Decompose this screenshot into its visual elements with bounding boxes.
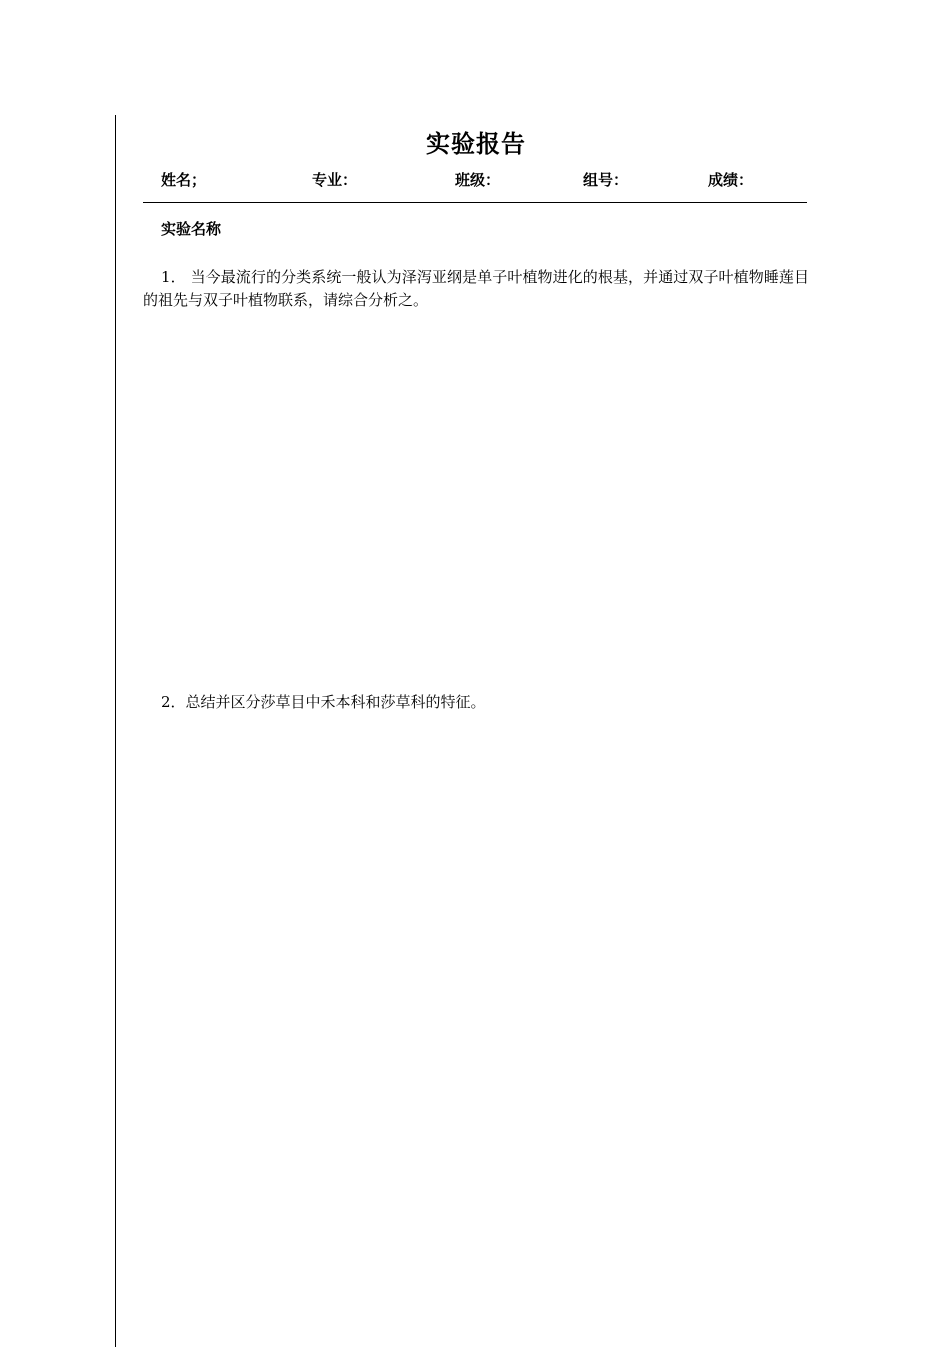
major-field-label: 专业： [312,171,358,189]
class-field-label: 班级： [455,171,501,189]
question-2: 2．总结并区分莎草目中禾本科和莎草科的特征。 [161,693,486,711]
name-field-label: 姓名； [161,171,207,189]
score-field-label: 成绩： [708,171,754,189]
header-divider [143,202,807,203]
report-title: 实验报告 [426,130,526,158]
group-field-label: 组号： [583,171,629,189]
binding-margin-line [115,115,116,1347]
question-1: 1． 当今最流行的分类系统一般认为泽泻亚纲是单子叶植物进化的根基，并通过双子叶植物睡莲目的祖先与双子叶植物联系，请综合分析之。 [143,268,809,309]
experiment-name-label: 实验名称 [161,220,222,238]
